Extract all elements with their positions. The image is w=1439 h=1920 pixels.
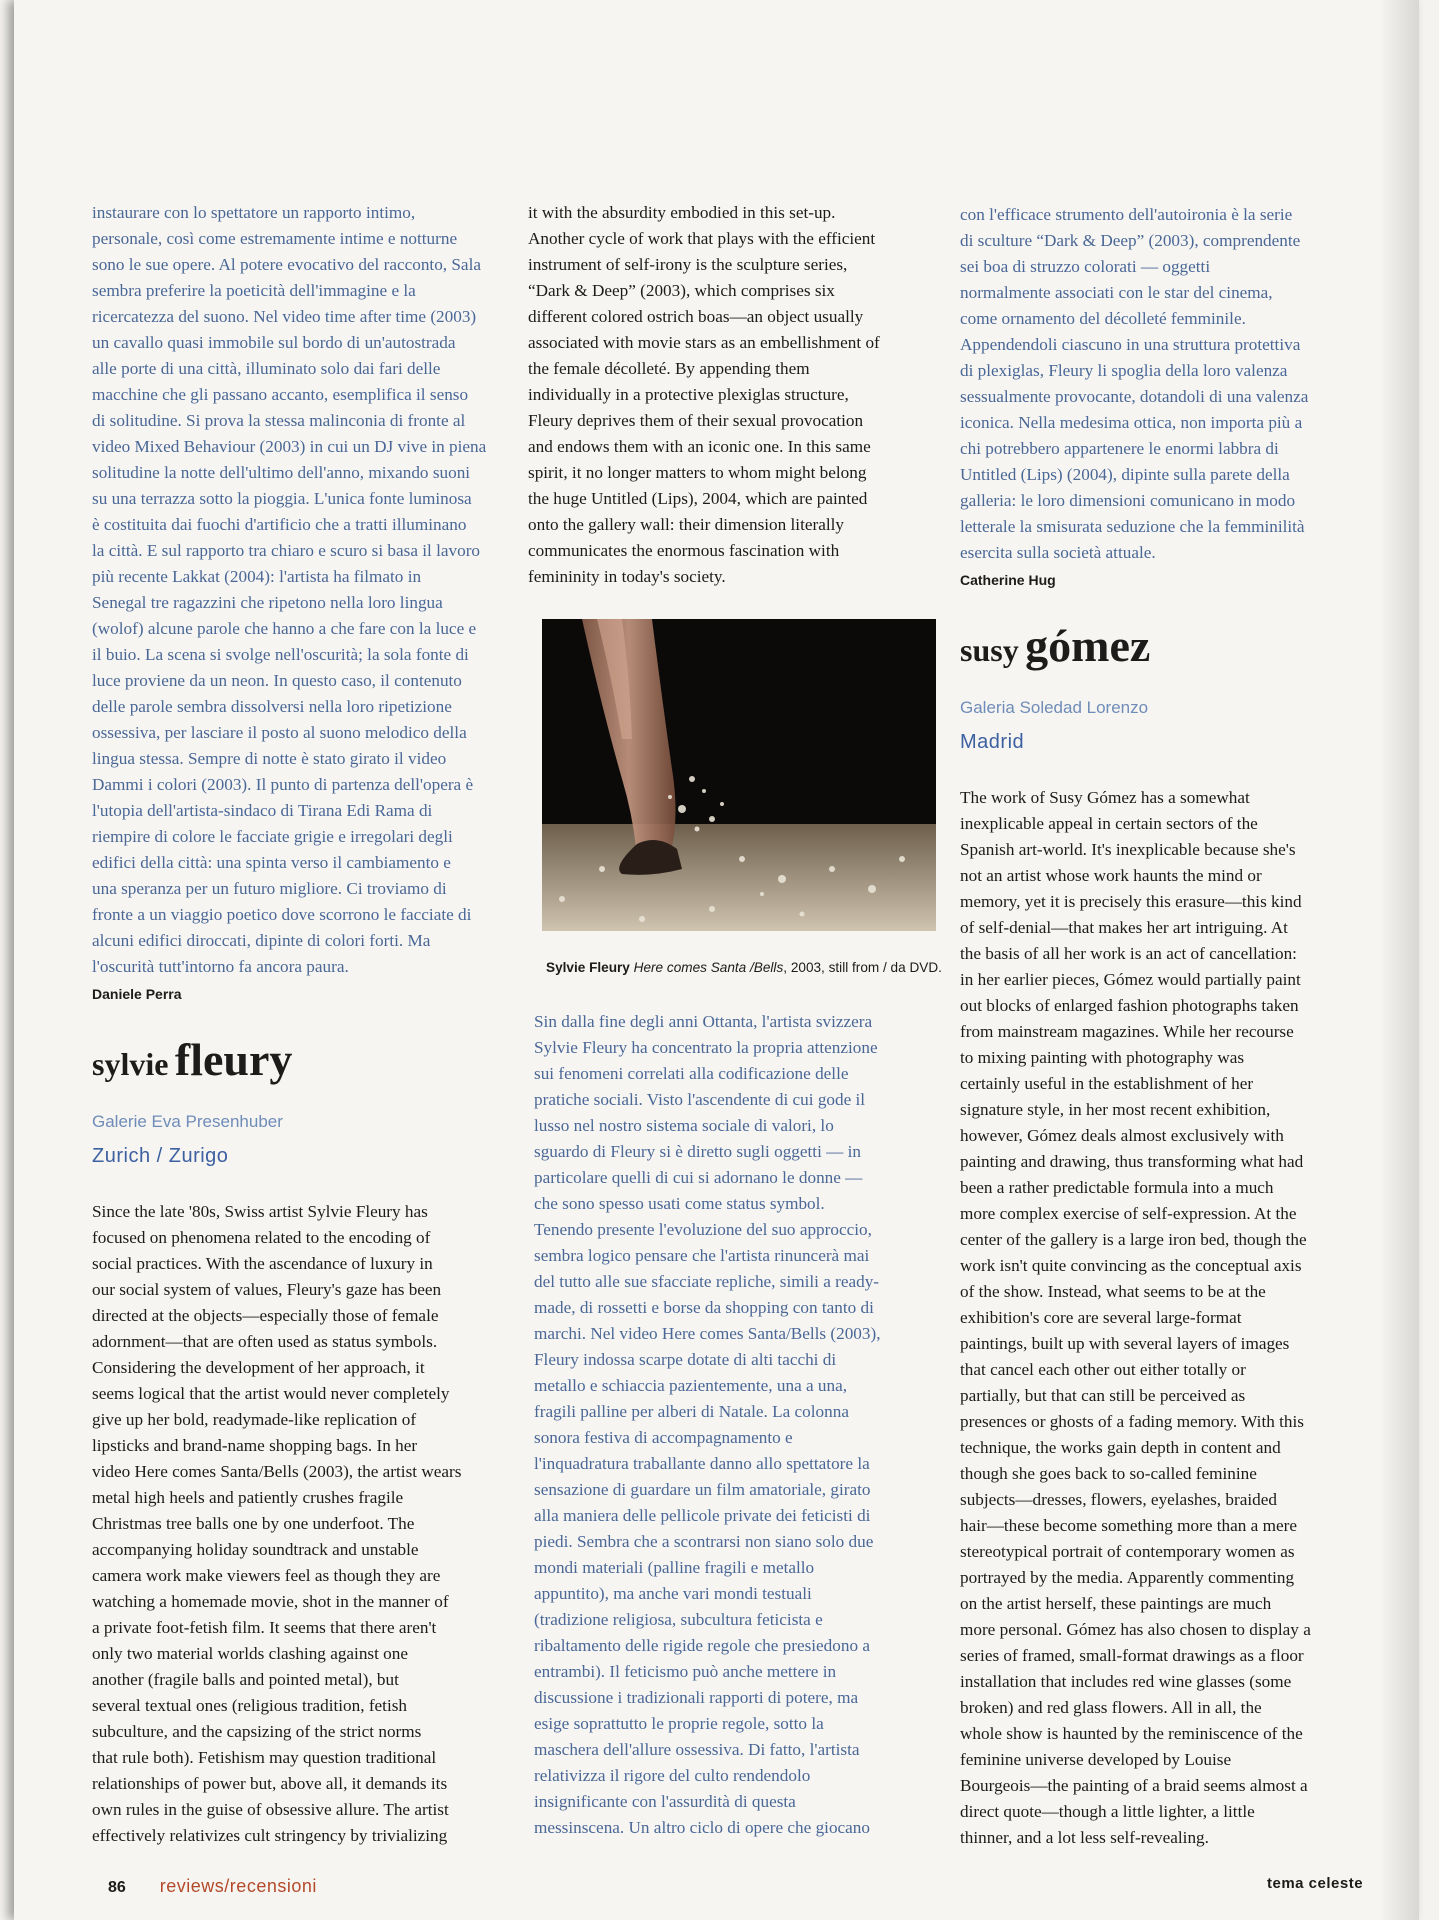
text-line: discussione i tradizionali rapporti di potere, ma [534, 1688, 859, 1707]
text-line: Tenendo presente l'evoluzione del suo approccio, [534, 1220, 872, 1239]
city-name: Madrid [960, 731, 1025, 753]
text-line: lusso nel nostro sistema sociale di valori, lo [534, 1116, 834, 1135]
text-line: macchine che gli passano accanto, esemplifica il senso [92, 385, 469, 404]
text-line: spirit, it no longer matters to whom might belong [528, 463, 867, 482]
text-line: the huge Untitled (Lips), 2004, which are painted [528, 489, 868, 508]
artist-heading-fleury [92, 1030, 502, 1169]
text-line: signature style, in her most recent exhibition, [960, 1100, 1271, 1119]
text-line: delle parole sembra dissolversi nella loro ripetizione [92, 697, 452, 716]
text-line: center of the gallery is a large iron bed, though the [960, 1230, 1307, 1249]
artist-heading-gomez [960, 616, 1400, 755]
text-line: iconica. Nella medesima ottica, non importa più a [960, 413, 1303, 432]
text-line: fragili palline per alberi di Natale. La colonna [534, 1402, 849, 1421]
video-still-image [542, 619, 936, 931]
text-line: seems logical that the artist would never completely [92, 1384, 450, 1403]
text-line: Christmas tree balls one by one underfoot. The [92, 1514, 415, 1533]
text-line: and endows them with an iconic one. In this same [528, 437, 871, 456]
text-line: on the artist herself, these paintings are much [960, 1594, 1272, 1613]
text-line: instrument of self-irony is the sculpture series, [528, 255, 848, 274]
text-line: onto the gallery wall: their dimension literally [528, 515, 844, 534]
text-line: paintings, built up with several layers of images [960, 1334, 1290, 1353]
column-2 [528, 200, 938, 590]
text-line: video Here comes Santa/Bells (2003), the artist wears [92, 1462, 462, 1481]
text-line: certainly useful in the establishment of her [960, 1074, 1254, 1093]
text-line: only two material worlds clashing against one [92, 1644, 408, 1663]
text-line: come ornamento del décolleté femminile. [960, 309, 1246, 328]
text-line: from mainstream magazines. While her recourse [960, 1022, 1294, 1041]
text-line: Considering the development of her approach, it [92, 1358, 425, 1377]
text-line: galleria: le loro dimensioni comunicano in modo [960, 491, 1296, 510]
italian-review-daniele-perra [92, 200, 502, 980]
text-line: associated with movie stars as an embellishment of [528, 333, 880, 352]
text-line: luce proviene da un neon. In questo caso, il contenuto [92, 671, 462, 690]
text-line: Spanish art-world. It's inexplicable because she's [960, 840, 1296, 859]
gallery-name: Galeria Soledad Lorenzo [960, 698, 1149, 717]
text-line: relativizza il rigore del culto rendendolo [534, 1766, 811, 1785]
text-line: maschera dell'allure ossessiva. Di fatto, l'artista [534, 1740, 860, 1759]
text-line: thinner, and a lot less self-revealing. [960, 1828, 1209, 1847]
text-line: inexplicable appeal in certain sectors of the [960, 814, 1258, 833]
text-line: broken) and red glass flowers. All in all, the [960, 1698, 1262, 1717]
text-line: a private foot-fetish film. It seems that there aren't [92, 1618, 437, 1637]
video-still-illustration [542, 619, 936, 931]
text-line: give up her bold, readymade-like replication of [92, 1410, 417, 1429]
text-line: alle porte di una città, illuminato solo dai fari delle [92, 359, 441, 378]
text-line: installation that includes red wine glasses (some [960, 1672, 1292, 1691]
text-line: another (fragile balls and pointed metal), but [92, 1670, 399, 1689]
text-line: video Mixed Behaviour (2003) in cui un DJ vive in piena [92, 437, 487, 456]
text-line: insignificante con l'assurdità di questa [534, 1792, 796, 1811]
text-line: di plexiglas, Fleury li spoglia della loro valenza [960, 361, 1288, 380]
text-line: different colored ostrich boas—an object usually [528, 307, 864, 326]
text-line: subjects—dresses, flowers, eyelashes, braided [960, 1490, 1277, 1509]
text-line: alcuni edifici diroccati, dipinte di colori forti. Ma [92, 931, 431, 950]
text-line: sui fenomeni correlati alla codificazione delle [534, 1064, 849, 1083]
text-line: lingua stessa. Sempre di notte è stato girato il video [92, 749, 447, 768]
text-line: metallo e schiaccia pazientemente, una a una, [534, 1376, 848, 1395]
text-line: l'inquadratura traballante danno allo spettatore la [534, 1454, 870, 1473]
text-line: del tutto alle sue sfacciate repliche, simili a ready- [534, 1272, 880, 1291]
text-line: series of framed, small-format drawings as a floor [960, 1646, 1304, 1665]
text-line: hair—these become something more than a mere [960, 1516, 1297, 1535]
text-line: subculture, and the capsizing of the strict norms [92, 1722, 422, 1741]
text-line: alla maniera delle pellicole private dei feticisti di [534, 1506, 871, 1525]
text-line: feminine universe developed by Louise [960, 1750, 1232, 1769]
text-line: la città. E sul rapporto tra chiaro e scuro si basa il lavoro [92, 541, 481, 560]
text-line: watching a homemade movie, shot in the manner of [92, 1592, 449, 1611]
text-line: memory, yet it is precisely this erasure—this kind [960, 892, 1302, 911]
byline-daniele-perra: Daniele Perra [92, 986, 182, 1002]
text-line: solitudine la notte dell'ultimo dell'anno, mixando suoni [92, 463, 471, 482]
text-line: il buio. La scena si svolge nell'oscurità; la sola fonte di [92, 645, 469, 664]
text-line: stereotypical portrait of contemporary women as [960, 1542, 1295, 1561]
text-line: sembra preferire la poeticità dell'immagine e la [92, 281, 416, 300]
text-line: Fleury indossa scarpe dotate di alti tacchi di [534, 1350, 837, 1369]
text-line: own rules in the guise of obsessive allure. The artist [92, 1800, 449, 1819]
text-line: camera work make viewers feel as though they are [92, 1566, 441, 1585]
text-line: ossessiva, per lasciare il posto al suono melodico della [92, 723, 467, 742]
text-line: sguardo di Fleury si è diretto sugli oggetti — in [534, 1142, 862, 1161]
text-line: letterale la smisurata seduzione che la femminilità [960, 517, 1305, 536]
text-line: effectively relativizes cult stringency by trivializing [92, 1826, 448, 1845]
italian-review-fleury [534, 1009, 944, 1841]
text-line: Bourgeois—the painting of a braid seems almost a [960, 1776, 1308, 1795]
text-line: un cavallo quasi immobile sul bordo di un'autostrada [92, 333, 456, 352]
text-line: not an artist whose work haunts the mind or [960, 866, 1262, 885]
text-line: femininity in today's society. [528, 567, 726, 586]
text-line: portrayed by the media. Apparently commenting [960, 1568, 1295, 1587]
text-line: sei boa di struzzo colorati — oggetti [960, 257, 1211, 276]
artist-title: susy gómez [960, 620, 1151, 671]
artist-title: sylvie fleury [92, 1034, 293, 1085]
text-line: con l'efficace strumento dell'autoironia è la serie [960, 205, 1293, 224]
text-line: exhibition's core are several large-format [960, 1308, 1242, 1327]
text-line: of self-denial—that makes her art intriguing. At [960, 918, 1288, 937]
column-2-lower [534, 1009, 944, 1841]
page-number: 86 [108, 1879, 126, 1896]
text-line: chi potrebbero appartenere le enormi labbra di [960, 439, 1279, 458]
text-line: sembra logico pensare che l'artista rinuncerà mai [534, 1246, 870, 1265]
text-line: l'utopia dell'artista-sindaco di Tirana Edi Rama di [92, 801, 433, 820]
text-line: made, di rossetti e borse da shopping con tanto di [534, 1298, 874, 1317]
text-line: esercita sulla società attuale. [960, 543, 1156, 562]
text-line: adornment—that are often used as status symbols. [92, 1332, 438, 1351]
text-line: sensazione di guardare un film amatoriale, girato [534, 1480, 871, 1499]
english-review-gomez [960, 785, 1400, 1851]
text-line: Sin dalla fine degli anni Ottanta, l'artista svizzera [534, 1012, 873, 1031]
text-line: sono le sue opere. Al potere evocativo del racconto, Sala [92, 255, 481, 274]
text-line: messinscena. Un altro ciclo di opere che giocano [534, 1818, 870, 1837]
text-line: painting and drawing, thus transforming what had [960, 1152, 1304, 1171]
text-line: partially, but that can still be perceived as [960, 1386, 1246, 1405]
english-review-fleury [92, 1199, 502, 1849]
text-line: esige soprattutto le proprie regole, sotto la [534, 1714, 824, 1733]
text-line: ricercatezza del suono. Nel video time after time (2003) [92, 307, 477, 326]
text-line: particolare quelli di cui si adornano le donne — [534, 1168, 863, 1187]
text-line: normalmente associati con le star del cinema, [960, 283, 1273, 302]
text-line: however, Gómez deals almost exclusively with [960, 1126, 1284, 1145]
text-line: instaurare con lo spettatore un rapporto intimo, [92, 203, 416, 222]
text-line: Senegal tre ragazzini che ripetono nella loro lingua [92, 593, 443, 612]
text-line: presences or ghosts of a fading memory. With this [960, 1412, 1304, 1431]
text-line: several textual ones (religious tradition, fetish [92, 1696, 408, 1715]
text-line: pratiche sociali. Visto l'ascendente di cui gode il [534, 1090, 866, 1109]
city-name: Zurich / Zurigo [92, 1145, 229, 1167]
magazine-page [14, 0, 1419, 1920]
text-line: that rule both). Fetishism may question traditional [92, 1748, 437, 1767]
text-line: personale, così come estremamente intime e notturne [92, 229, 458, 248]
italian-review-fleury-continued [960, 202, 1400, 566]
text-line: it with the absurdity embodied in this set-up. [528, 203, 836, 222]
text-line: of the show. Instead, what seems to be at the [960, 1282, 1266, 1301]
text-line: sessualmente provocante, dotandoli di una valenza [960, 387, 1309, 406]
text-line: social practices. With the ascendance of luxury in [92, 1254, 433, 1273]
text-line: è costituita dai fuochi d'artificio che a tratti illuminano [92, 515, 467, 534]
text-line: l'oscurità tutt'intorno fa ancora paura. [92, 957, 349, 976]
text-line: though she goes back to so-called feminine [960, 1464, 1257, 1483]
text-line: su una terrazza sotto la pioggia. L'unica fonte luminosa [92, 489, 472, 508]
text-line: more complex exercise of self-expression. At the [960, 1204, 1297, 1223]
text-line: ribaltamento delle rigide regole che presiedono a [534, 1636, 870, 1655]
text-line: edifici della città: una spinta verso il cambiamento e [92, 853, 451, 872]
text-line: individually in a protective plexiglas structure, [528, 385, 849, 404]
text-line: Dammi i colori (2003). Il punto di partenza dell'opera è [92, 775, 474, 794]
text-line: fronte a un viaggio poetico dove scorrono le facciate di [92, 905, 472, 924]
text-line: sonora festiva di accompagnamento e [534, 1428, 793, 1447]
magazine-name: tema celeste [1267, 1875, 1364, 1892]
text-line: relationships of power but, above all, it demands its [92, 1774, 448, 1793]
text-line: directed at the objects—especially those of female [92, 1306, 439, 1325]
text-line: work isn't quite convincing as the conceptual axis [960, 1256, 1302, 1275]
column-1 [92, 200, 502, 1849]
text-line: Fleury deprives them of their sexual provocation [528, 411, 864, 430]
text-line: “Dark & Deep” (2003), which comprises six [528, 281, 835, 300]
english-review-fleury-continued [528, 200, 938, 590]
gallery-name: Galerie Eva Presenhuber [92, 1112, 283, 1131]
text-line: di solitudine. Si prova la stessa malinconia di fronte al [92, 411, 466, 430]
text-line: più recente Lakkat (2004): l'artista ha filmato in [92, 567, 422, 586]
text-line: Another cycle of work that plays with the efficient [528, 229, 876, 248]
text-line: lipsticks and brand-name shopping bags. In her [92, 1436, 418, 1455]
byline-catherine-hug: Catherine Hug [960, 572, 1056, 588]
text-line: di sculture “Dark & Deep” (2003), comprendente [960, 231, 1301, 250]
text-line: marchi. Nel video Here comes Santa/Bells (2003), [534, 1324, 881, 1343]
text-line: Untitled (Lips) (2004), dipinte sulla parete della [960, 465, 1290, 484]
text-line: Appendendoli ciascuno in una struttura protettiva [960, 335, 1301, 354]
column-3 [960, 202, 1400, 1851]
text-line: been a rather predictable formula into a much [960, 1178, 1274, 1197]
image-caption: Sylvie Fleury Here comes Santa /Bells, 2003, still from / da DVD. [546, 960, 942, 975]
text-line: that cancel each other out either totally or [960, 1360, 1246, 1379]
text-line: out blocks of enlarged fashion photographs taken [960, 996, 1299, 1015]
text-line: appuntito), ma anche vari mondi testuali [534, 1584, 812, 1603]
text-line: the female décolleté. By appending them [528, 359, 810, 378]
text-line: (tradizione religiosa, subcultura feticista e [534, 1610, 823, 1629]
text-line: mondi materiali (palline fragili e metallo [534, 1558, 815, 1577]
text-line: accompanying holiday soundtrack and unstable [92, 1540, 419, 1559]
text-line: (wolof) alcune parole che hanno a che fare con la luce e [92, 619, 477, 638]
text-line: communicates the enormous fascination with [528, 541, 840, 560]
text-line: direct quote—though a little lighter, a little [960, 1802, 1255, 1821]
section-title: reviews/recensioni [159, 1876, 317, 1896]
text-line: The work of Susy Gómez has a somewhat [960, 788, 1250, 807]
text-line: metal high heels and patiently crushes fragile [92, 1488, 404, 1507]
text-line: Sylvie Fleury ha concentrato la propria attenzione [534, 1038, 878, 1057]
text-line: focused on phenomena related to the encoding of [92, 1228, 431, 1247]
text-line: entrambi). Il feticismo può anche mettere in [534, 1662, 837, 1681]
text-line: more personal. Gómez has also chosen to display a [960, 1620, 1311, 1639]
text-line: whole show is haunted by the reminiscence of the [960, 1724, 1303, 1743]
page-footer-left [108, 1875, 317, 1899]
text-line: to mixing painting with photography was [960, 1048, 1245, 1067]
text-line: technique, the works gain depth in content and [960, 1438, 1281, 1457]
text-line: che sono spesso usati come status symbol. [534, 1194, 825, 1213]
text-line: our social system of values, Fleury's gaze has been [92, 1280, 442, 1299]
text-line: Since the late '80s, Swiss artist Sylvie Fleury has [92, 1202, 428, 1221]
text-line: in her earlier pieces, Gómez would partially paint [960, 970, 1301, 989]
text-line: una speranza per un futuro migliore. Ci troviamo di [92, 879, 447, 898]
text-line: the basis of all her work is an act of cancellation: [960, 944, 1297, 963]
text-line: riempire di colore le facciate grigie e irregolari degli [92, 827, 453, 846]
text-line: piedi. Sembra che a scontrarsi non siano solo due [534, 1532, 874, 1551]
